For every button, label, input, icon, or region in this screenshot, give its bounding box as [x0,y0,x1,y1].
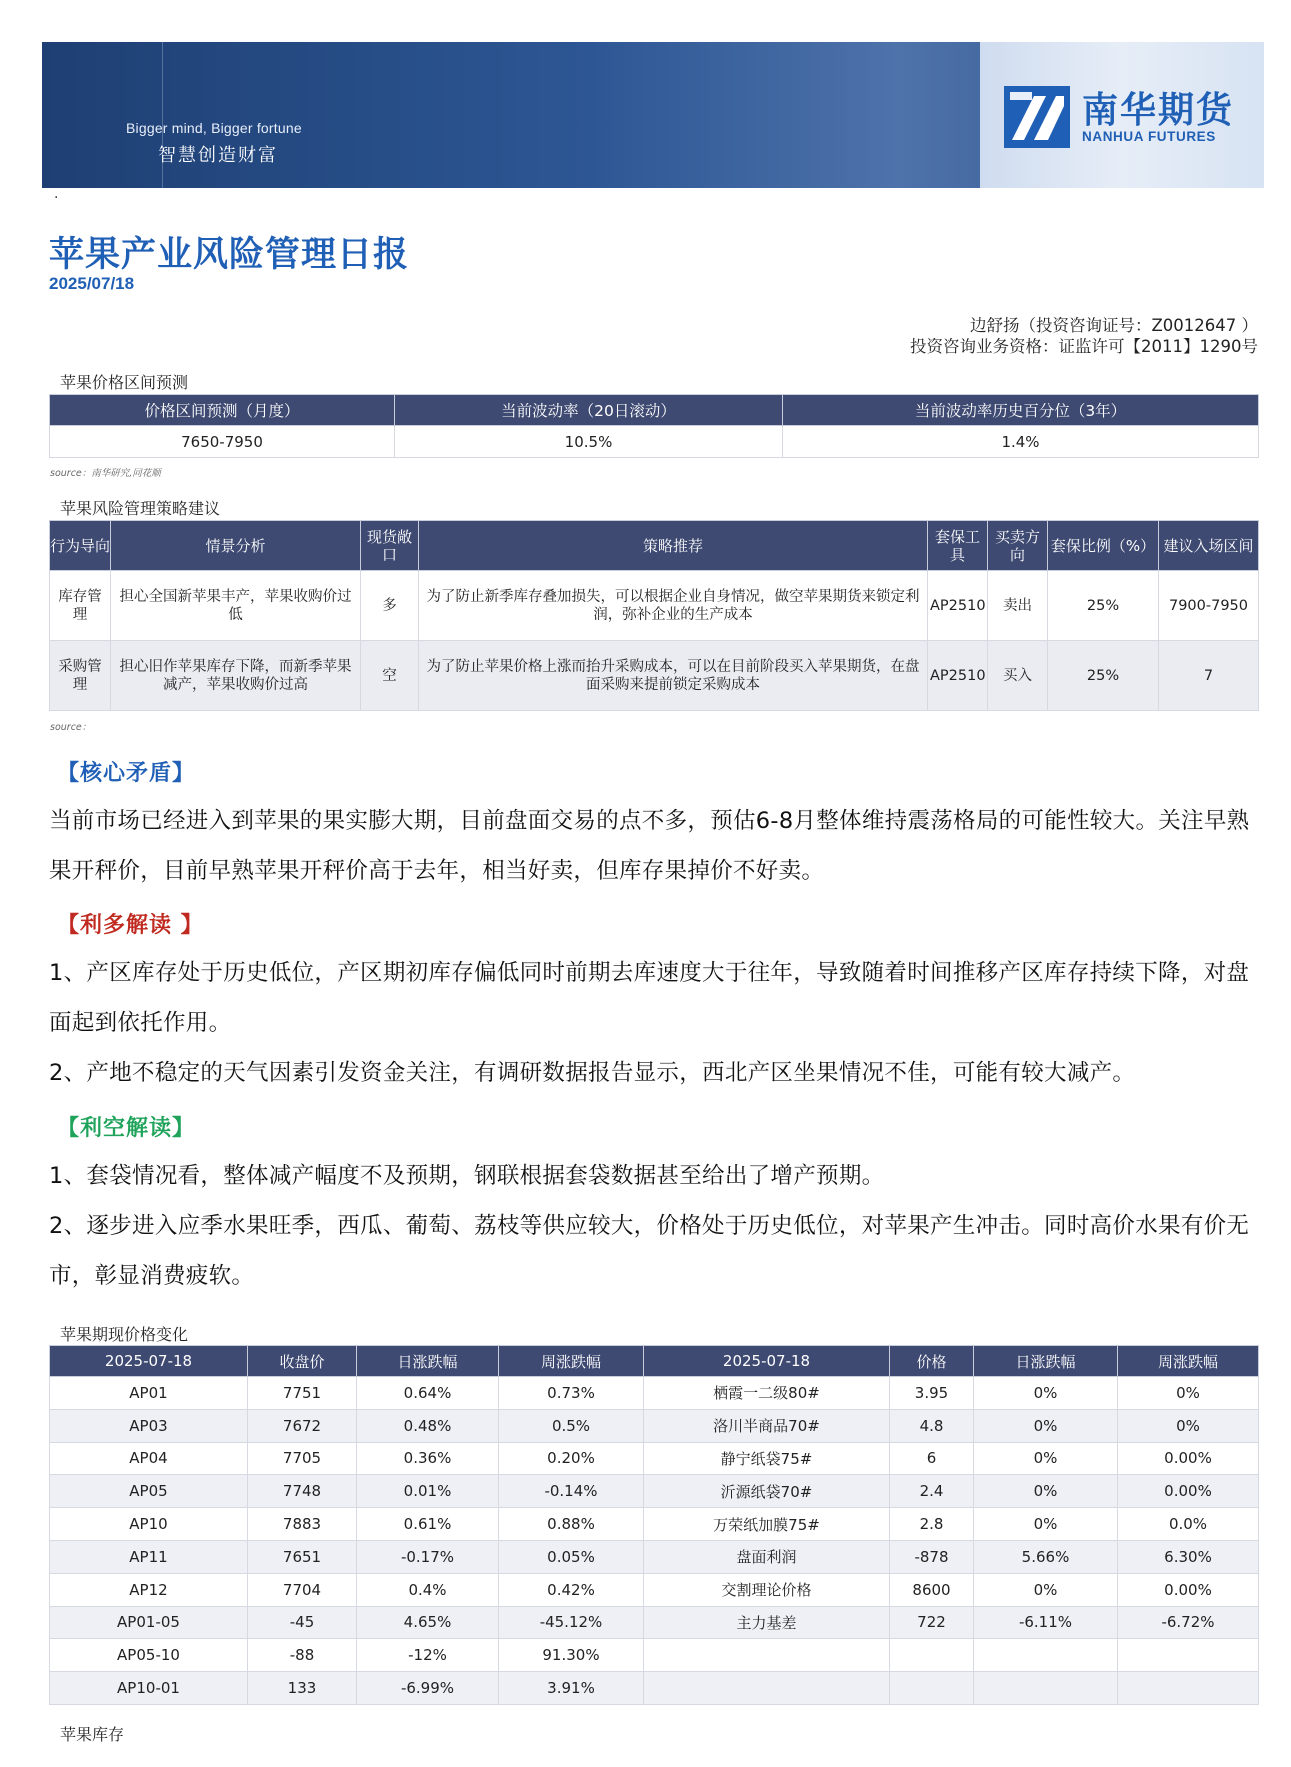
table-cell: -45.12% [499,1606,644,1639]
table-cell [974,1639,1118,1672]
table-cell: 盘面利润 [644,1540,890,1573]
header-banner [42,42,1264,188]
banner-tagline-cn: 智慧创造财富 [158,145,278,166]
table-header-cell: 策略推荐 [419,521,928,571]
table-row [50,1377,1259,1410]
table-row [50,1475,1259,1508]
table-cell: 2.4 [890,1475,974,1508]
table-cell: 3.91% [499,1672,644,1705]
table-row [50,1442,1259,1475]
table-cell: 卖出 [988,571,1048,641]
table-cell: -0.17% [357,1540,499,1573]
source-note: source：南华研究,同花顺 [50,468,161,479]
bullish-heading: 【利多解读 】 [57,913,204,938]
table-cell: 0% [974,1573,1118,1606]
table-cell: 0% [974,1409,1118,1442]
table-header-row [50,395,1259,426]
table-cell: -12% [357,1639,499,1672]
table-row [50,1540,1259,1573]
table-cell: 4.65% [357,1606,499,1639]
table-cell: 25% [1048,641,1159,711]
table-cell: AP01 [50,1377,248,1410]
table-header-cell: 当前波动率历史百分位（3年） [783,395,1259,426]
table-cell: 买入 [988,641,1048,711]
table-cell: 0.4% [357,1573,499,1606]
table-cell: 沂源纸袋70# [644,1475,890,1508]
table-cell: 担心旧作苹果库存下降，而新季苹果减产，苹果收购价过高 [111,641,361,711]
table-cell: -45 [248,1606,357,1639]
table-cell: 洛川半商品70# [644,1409,890,1442]
table-cell: -6.11% [974,1606,1118,1639]
table-header-cell: 周涨跌幅 [1118,1346,1259,1377]
table-cell: 空 [361,641,419,711]
table-row [50,1672,1259,1705]
table-header-row [50,1346,1259,1377]
table-cell: AP04 [50,1442,248,1475]
table-cell: 0.01% [357,1475,499,1508]
price-range-table [49,394,1259,458]
table-cell: 0% [1118,1377,1259,1410]
price-range-title: 苹果价格区间预测 [60,373,189,392]
table-cell: 7900-7950 [1159,571,1259,641]
table-cell: AP10-01 [50,1672,248,1705]
inventory-title: 苹果库存 [60,1725,125,1744]
table-header-cell: 现货敞口 [361,521,419,571]
table-cell: -88 [248,1639,357,1672]
table-cell: 多 [361,571,419,641]
table-cell: 0% [974,1442,1118,1475]
table-cell: 为了防止苹果价格上涨而抬升采购成本，可以在目前阶段买入苹果期货，在盘面采购来提前锁定采购成本 [419,641,928,711]
table-header-cell: 买卖方向 [988,521,1048,571]
table-cell: 7883 [248,1508,357,1541]
table-header-cell: 日涨跌幅 [357,1346,499,1377]
table-cell [1118,1672,1259,1705]
table-cell: 0.05% [499,1540,644,1573]
table-cell: AP10 [50,1508,248,1541]
report-date: 2025/07/18 [49,274,135,293]
table-header-cell: 情景分析 [111,521,361,571]
table-header-cell: 套保工具 [928,521,988,571]
table-cell: AP01-05 [50,1606,248,1639]
table-cell: 0% [1118,1409,1259,1442]
table-cell: 为了防止新季库存叠加损失，可以根据企业自身情况，做空苹果期货来锁定利润，弥补企业的生产成本 [419,571,928,641]
bearish-point-1: 1、套袋情况看，整体减产幅度不及预期，钢联根据套袋数据甚至给出了增产预期。 [49,1163,885,1189]
table-header-row [50,521,1259,571]
price-change-title: 苹果期现价格变化 [60,1325,189,1344]
table-cell: 库存管理 [50,571,111,641]
table-cell: 7704 [248,1573,357,1606]
table-cell: 4.8 [890,1409,974,1442]
strategy-title: 苹果风险管理策略建议 [60,499,221,518]
table-cell: 0% [974,1508,1118,1541]
table-cell: 0.48% [357,1409,499,1442]
table-cell: 栖霞一二级80# [644,1377,890,1410]
table-cell: 担心全国新苹果丰产，苹果收购价过低 [111,571,361,641]
table-cell: 7748 [248,1475,357,1508]
qualification-line: 投资咨询业务资格：证监许可【2011】1290号 [910,337,1258,356]
table-row [50,1573,1259,1606]
table-cell: 0.36% [357,1442,499,1475]
table-cell: 133 [248,1672,357,1705]
table-cell [890,1639,974,1672]
table-cell: 0.20% [499,1442,644,1475]
table-cell: 采购管理 [50,641,111,711]
table-cell: AP05 [50,1475,248,1508]
table-cell: AP03 [50,1409,248,1442]
table-row [50,1639,1259,1672]
table-cell: 0.00% [1118,1475,1259,1508]
table-cell: 7751 [248,1377,357,1410]
table-cell: 3.95 [890,1377,974,1410]
table-header-cell: 收盘价 [248,1346,357,1377]
table-cell: 0.0% [1118,1508,1259,1541]
table-cell: 2.8 [890,1508,974,1541]
bullet-dot: · [54,190,59,206]
table-cell: -6.99% [357,1672,499,1705]
table-cell: 25% [1048,571,1159,641]
table-cell: 722 [890,1606,974,1639]
table-cell [974,1672,1118,1705]
table-header-cell: 当前波动率（20日滚动） [395,395,783,426]
table-cell: 7650-7950 [50,426,395,458]
table-cell: 7705 [248,1442,357,1475]
price-change-body [50,1377,1259,1705]
table-cell: AP05-10 [50,1639,248,1672]
table-cell: -6.72% [1118,1606,1259,1639]
table-cell: 0.61% [357,1508,499,1541]
bearish-point-2: 2、逐步进入应季水果旺季，西瓜、葡萄、荔枝等供应较大，价格处于历史低位，对苹果产生冲击。同时高价水果有价无市，彰显消费疲软。 [49,1213,1250,1289]
table-header-cell: 2025-07-18 [644,1346,890,1377]
core-conflict-text: 当前市场已经进入到苹果的果实膨大期，目前盘面交易的点不多，预估6-8月整体维持震荡格局的可能性较大。关注早熟果开秤价，目前早熟苹果开秤价高于去年，相当好卖，但库存果掉价不好卖。 [49,808,1250,884]
table-cell: 静宁纸袋75# [644,1442,890,1475]
table-cell: 5.66% [974,1540,1118,1573]
table-row [50,641,1259,711]
banner-tagline-en: Bigger mind, Bigger fortune [126,120,302,136]
table-header-cell: 2025-07-18 [50,1346,248,1377]
table-cell: 0.5% [499,1409,644,1442]
table-cell: 0% [974,1475,1118,1508]
table-cell: 0.88% [499,1508,644,1541]
table-cell [890,1672,974,1705]
author-line: 边舒扬（投资咨询证号：Z0012647 ） [969,316,1258,335]
table-cell: 0.00% [1118,1442,1259,1475]
source-note: source： [50,722,92,733]
core-conflict-heading: 【核心矛盾】 [57,761,196,786]
table-cell [1118,1639,1259,1672]
logo-text-en: NANHUA FUTURES [1082,129,1216,144]
bullish-point-1: 1、产区库存处于历史低位，产区期初库存偏低同时前期去库速度大于往年，导致随着时间推移产区库存持续下降，对盘面起到依托作用。 [49,960,1250,1036]
table-row [50,1508,1259,1541]
table-header-cell: 套保比例（%） [1048,521,1159,571]
table-cell: 万荣纸加膜75# [644,1508,890,1541]
table-cell: AP2510 [928,571,988,641]
table-cell: 8600 [890,1573,974,1606]
table-header-cell: 周涨跌幅 [499,1346,644,1377]
logo-text-cn: 南华期货 [1082,90,1235,131]
bullish-point-2: 2、产地不稳定的天气因素引发资金关注，有调研数据报告显示，西北产区坐果情况不佳，可能有较大减产。 [49,1060,1136,1086]
table-cell: 91.30% [499,1639,644,1672]
table-cell: 7 [1159,641,1259,711]
report-title: 苹果产业风险管理日报 [49,235,410,275]
table-row [50,1409,1259,1442]
table-cell: 6.30% [1118,1540,1259,1573]
table-cell: 0.42% [499,1573,644,1606]
table-cell: AP11 [50,1540,248,1573]
table-cell: 6 [890,1442,974,1475]
logo-panel [980,42,1264,188]
bearish-heading: 【利空解读】 [57,1116,196,1141]
table-row [50,1606,1259,1639]
table-cell [644,1672,890,1705]
table-cell: 0.00% [1118,1573,1259,1606]
table-cell: 0.73% [499,1377,644,1410]
table-cell: 交割理论价格 [644,1573,890,1606]
table-row [50,426,1259,458]
table-cell: 主力基差 [644,1606,890,1639]
table-header-cell: 日涨跌幅 [974,1346,1118,1377]
strategy-table [49,520,1259,711]
table-cell: AP12 [50,1573,248,1606]
table-header-cell: 建议入场区间 [1159,521,1259,571]
table-row [50,571,1259,641]
table-header-cell: 价格区间预测（月度） [50,395,395,426]
price-change-table [49,1345,1259,1705]
table-cell: 7672 [248,1409,357,1442]
table-header-cell: 价格 [890,1346,974,1377]
table-header-cell: 行为导向 [50,521,111,571]
table-cell: -0.14% [499,1475,644,1508]
table-cell: -878 [890,1540,974,1573]
table-cell: 1.4% [783,426,1259,458]
table-cell: AP2510 [928,641,988,711]
table-cell: 7651 [248,1540,357,1573]
table-cell: 0.64% [357,1377,499,1410]
table-cell [644,1639,890,1672]
table-cell: 10.5% [395,426,783,458]
nanhua-logo-icon [1004,86,1070,148]
table-cell: 0% [974,1377,1118,1410]
